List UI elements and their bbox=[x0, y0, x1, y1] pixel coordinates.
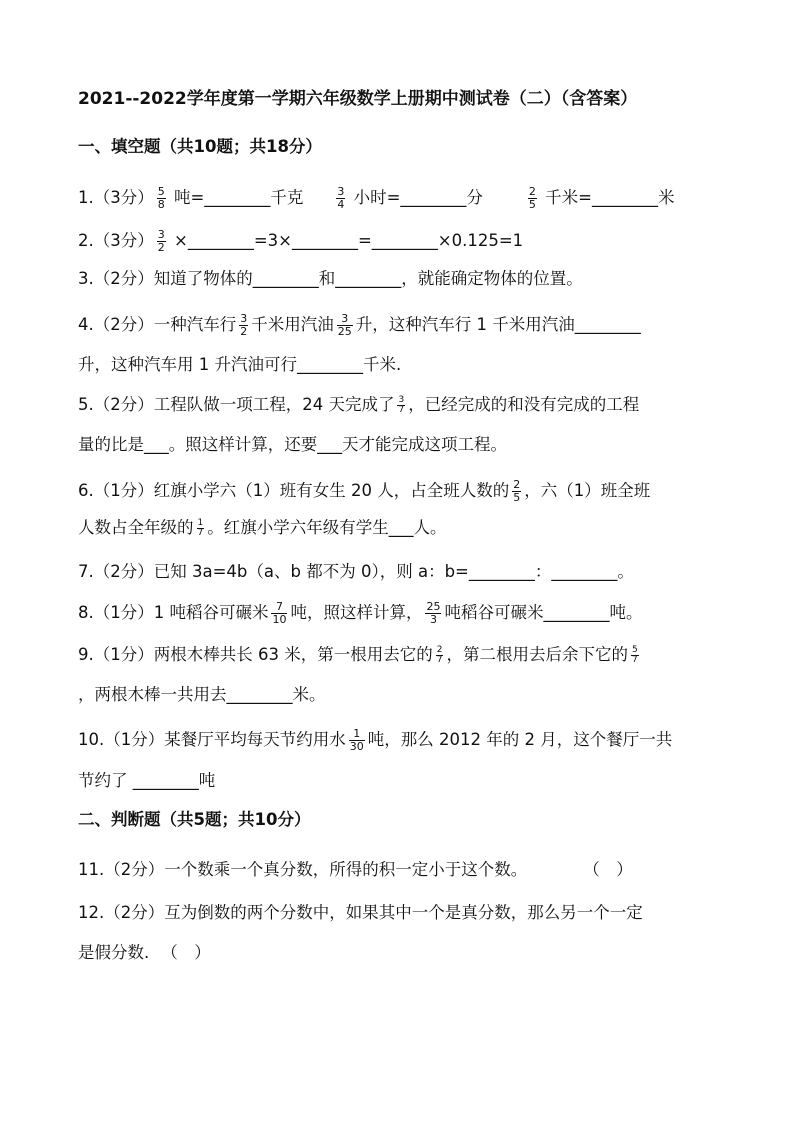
q1-text-1: 1.（3分） bbox=[78, 188, 154, 207]
q1-fraction-2: $\frac{3}{4}$ bbox=[337, 185, 345, 211]
section-fill-in-blank-heading: 一、填空题（共10题；共18分） bbox=[78, 137, 322, 156]
question-4-line-2: 升，这种汽车用 1 升汽油可行________千米. bbox=[78, 355, 402, 374]
question-4 bbox=[78, 313, 641, 338]
q6-text-3: 人数占全年级的 bbox=[78, 518, 194, 537]
q1-fraction-1: $\frac{5}{8}$ bbox=[157, 185, 165, 211]
q8-text-3: 吨稻谷可碾米________吨。 bbox=[444, 603, 643, 622]
question-2 bbox=[78, 229, 523, 254]
q4-text-1: 4.（2分）一种汽车行 bbox=[78, 315, 237, 334]
q5-text-1: 5.（2分）工程队做一项工程，24 天完成了 bbox=[78, 395, 395, 414]
q9-fraction-1: $\frac{2}{7}$ bbox=[436, 645, 443, 665]
q8-text-1: 8.（1分）1 吨稻谷可碾米 bbox=[78, 603, 269, 622]
question-10-line-2: 节约了 ________吨 bbox=[78, 771, 216, 790]
q11-answer-paren: （ ） bbox=[583, 860, 633, 879]
q9-text-1: 9.（1分）两根木棒共长 63 米，第一根用去它的 bbox=[78, 645, 433, 664]
q8-text-2: 吨，照这样计算， bbox=[290, 603, 423, 622]
question-9-line-2: ，两根木棒一共用去________米。 bbox=[78, 685, 326, 704]
q10-text-2: 吨，那么 2012 年的 2 月，这个餐厅一共 bbox=[367, 730, 673, 749]
q6-fraction-2: $\frac{1}{7}$ bbox=[197, 518, 204, 538]
q6-text-2: ，六（1）班全班 bbox=[524, 481, 651, 500]
q4-fraction-1: $\frac{3}{2}$ bbox=[240, 312, 248, 338]
question-7: 7.（2分）已知 3a=4b（a、b 都不为 0），则 a：b=________：________。 bbox=[78, 562, 634, 581]
q2-text-1: 2.（3分） bbox=[78, 231, 154, 250]
q9-text-2: ，第二根用去后余下它的 bbox=[446, 645, 628, 664]
q1-text-3: 小时=________分 bbox=[348, 188, 483, 207]
q12-text-2: 是假分数. bbox=[78, 943, 150, 962]
q8-fraction-2: $\frac{25}{3}$ bbox=[426, 600, 441, 626]
question-6 bbox=[78, 479, 650, 504]
q4-text-2: 千米用汽油 bbox=[251, 315, 334, 334]
q8-fraction-1: $\frac{7}{10}$ bbox=[272, 600, 287, 626]
question-5-line-2: 量的比是___。照这样计算，还要___天才能完成这项工程。 bbox=[78, 435, 507, 454]
question-8 bbox=[78, 601, 642, 626]
question-5 bbox=[78, 395, 639, 415]
q4-fraction-2: $\frac{3}{25}$ bbox=[337, 312, 352, 338]
question-12-line-2 bbox=[78, 943, 211, 963]
q5-fraction: $\frac{3}{7}$ bbox=[398, 395, 405, 415]
page-title: 2021--2022学年度第一学期六年级数学上册期中测试卷（二）（含答案） bbox=[78, 89, 638, 109]
question-10 bbox=[78, 728, 672, 753]
q1-text-4: 千米=________米 bbox=[539, 188, 675, 207]
question-12: 12.（2分）互为倒数的两个分数中，如果其中一个是真分数，那么另一个一定 bbox=[78, 903, 643, 922]
q6-text-1: 6.（1分）红旗小学六（1）班有女生 20 人，占全班人数的 bbox=[78, 481, 510, 500]
q10-fraction: $\frac{1}{30}$ bbox=[349, 727, 364, 753]
q10-text-1: 10.（1分）某餐厅平均每天节约用水 bbox=[78, 730, 346, 749]
q1-fraction-3: $\frac{2}{5}$ bbox=[528, 185, 536, 211]
q9-fraction-2: $\frac{5}{7}$ bbox=[631, 645, 638, 665]
q2-text-2: ×________=3×________=________×0.125=1 bbox=[168, 231, 524, 250]
q4-text-3: 升，这种汽车行 1 千米用汽油________ bbox=[355, 315, 641, 334]
q1-text-2: 吨=________千克 bbox=[168, 188, 304, 207]
q6-fraction-1: $\frac{2}{5}$ bbox=[513, 478, 521, 504]
question-6-line-2 bbox=[78, 518, 446, 538]
q11-text: 11.（2分）一个数乘一个真分数，所得的积一定小于这个数。 bbox=[78, 860, 528, 879]
question-3: 3.（2分）知道了物体的________和________，就能确定物体的位置。 bbox=[78, 269, 583, 288]
question-9 bbox=[78, 645, 642, 665]
question-1 bbox=[78, 186, 674, 211]
q6-text-4: 。红旗小学六年级有学生___人。 bbox=[207, 518, 447, 537]
q2-fraction: $\frac{3}{2}$ bbox=[157, 228, 165, 254]
question-11 bbox=[78, 860, 633, 880]
q5-text-2: ，已经完成的和没有完成的工程 bbox=[408, 395, 640, 414]
section-true-false-heading: 二、判断题（共5题；共10分） bbox=[78, 810, 311, 829]
q12-answer-paren: （ ） bbox=[161, 943, 211, 962]
